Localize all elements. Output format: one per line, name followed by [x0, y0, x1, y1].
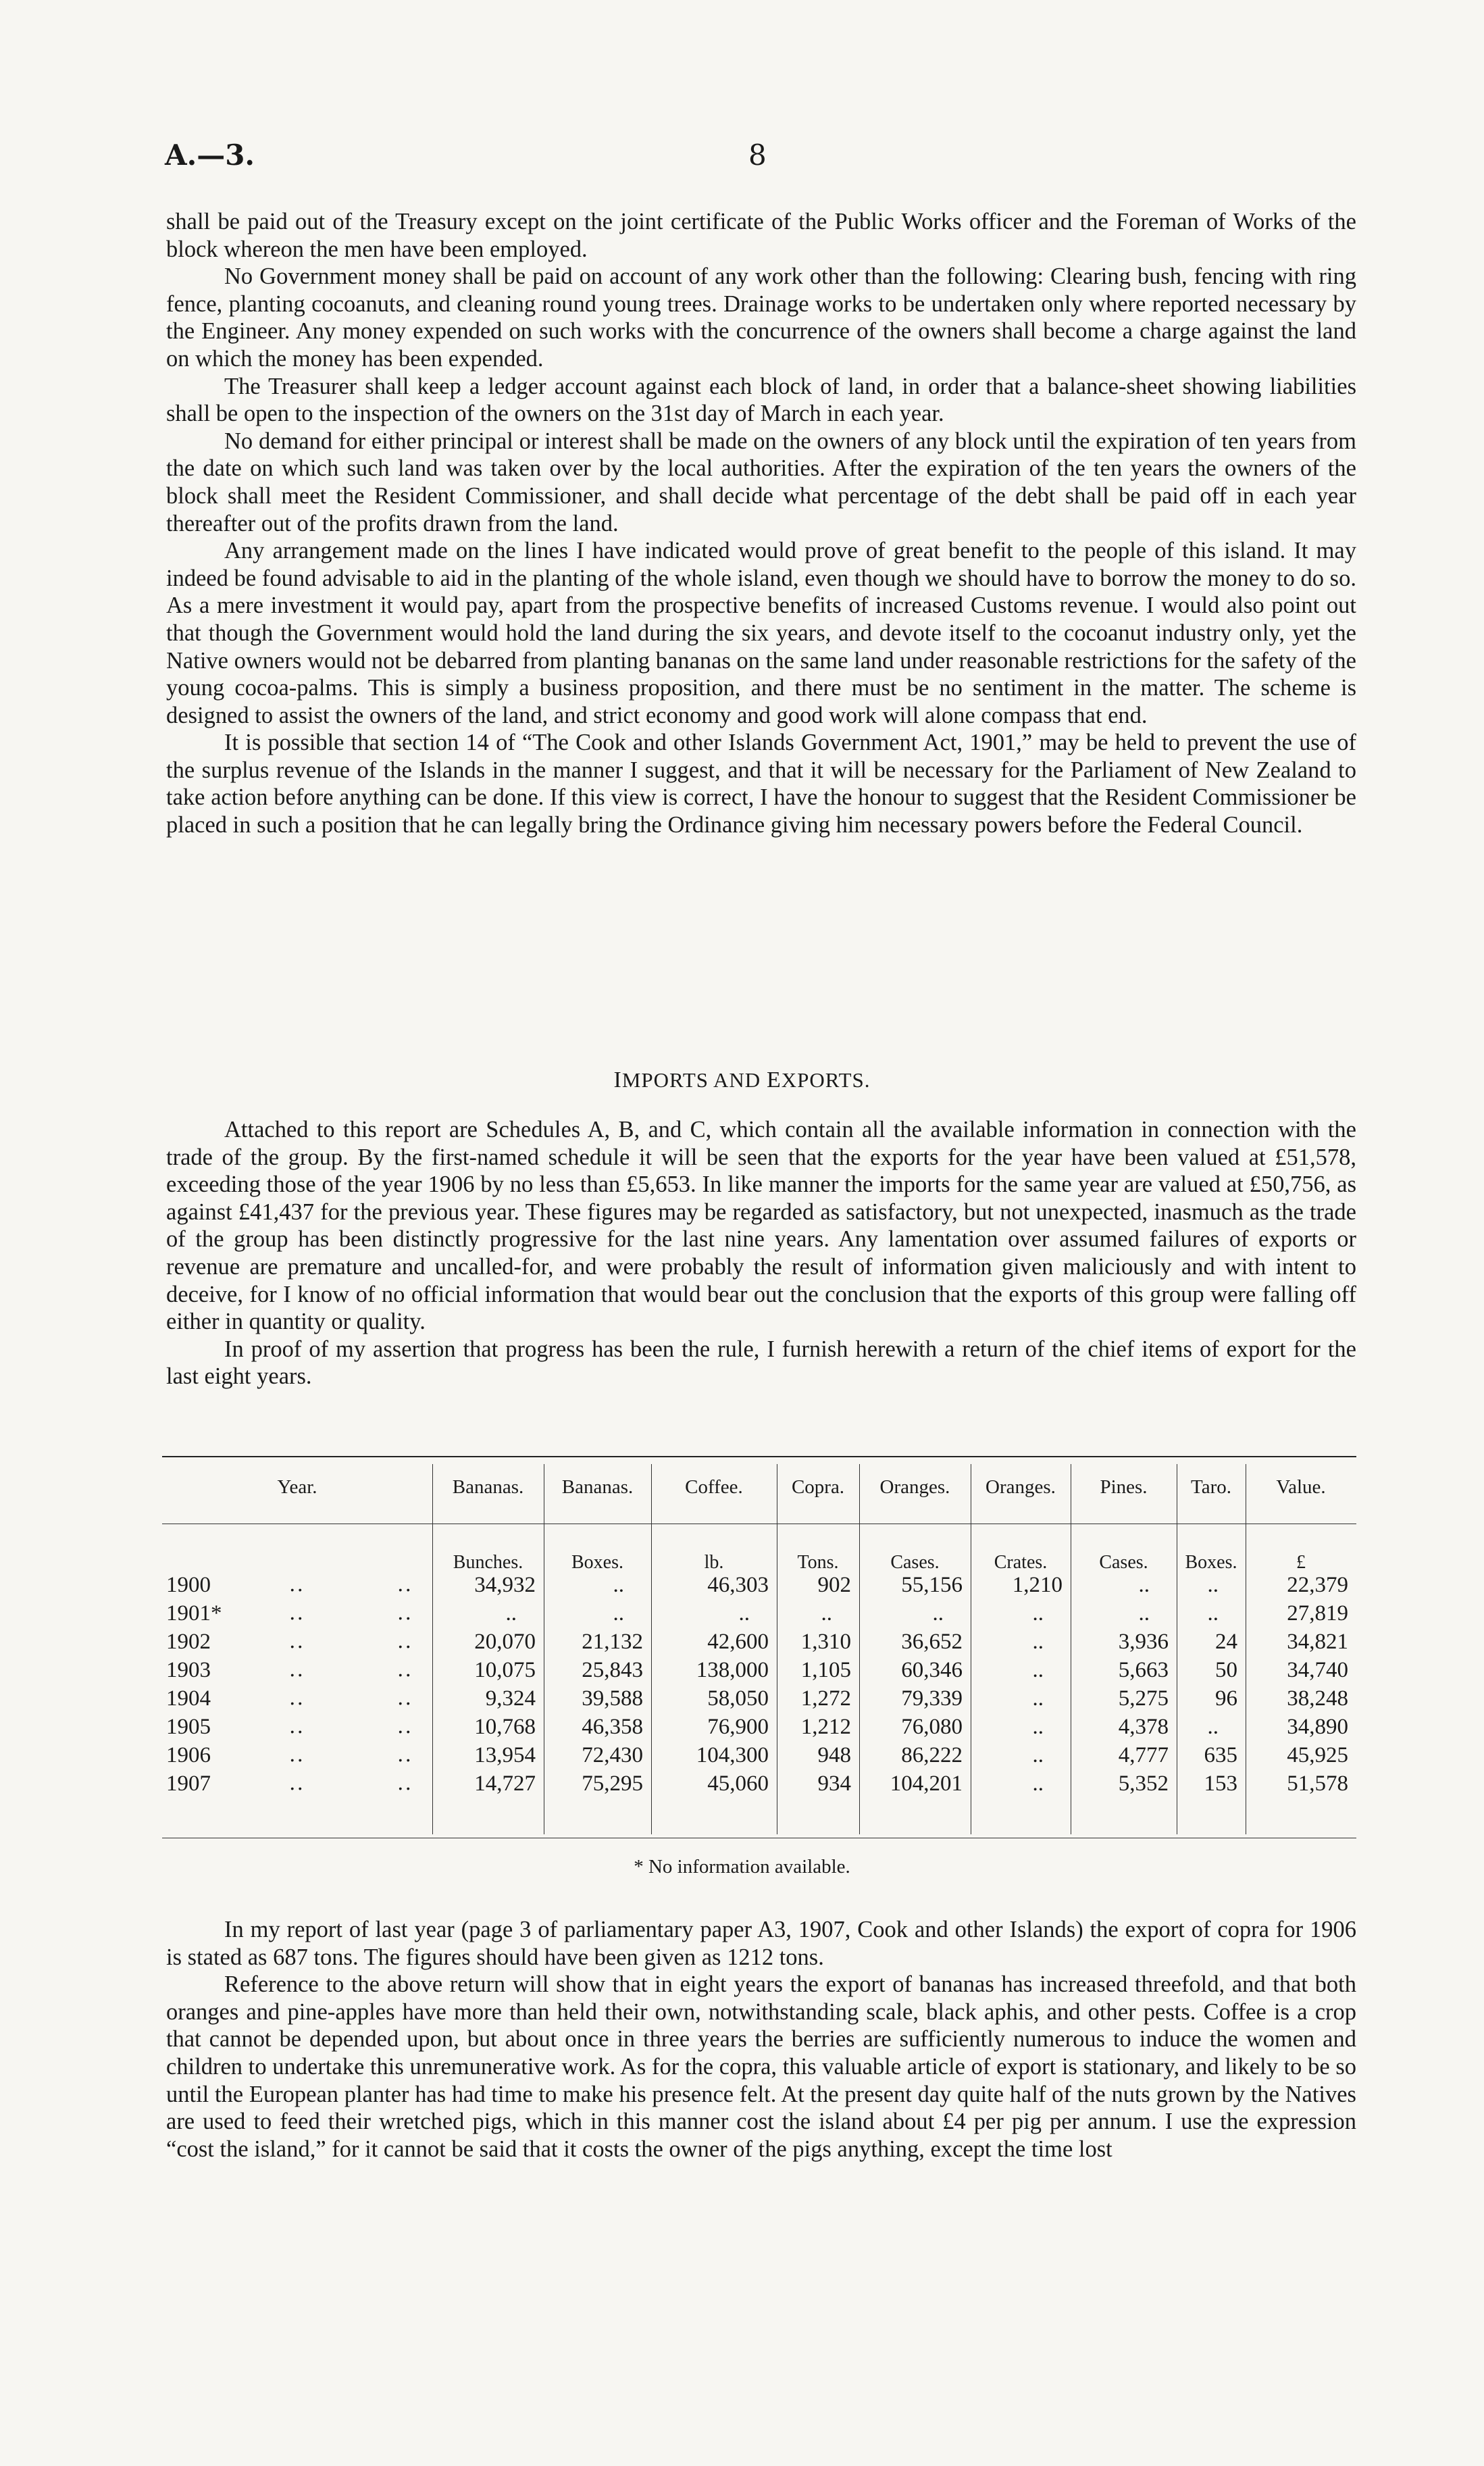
table-cell: 902 — [817, 1573, 851, 1597]
body-text-middle — [166, 1116, 1356, 1390]
table-cell: 50 — [1215, 1658, 1237, 1682]
table-row-year: 1905 — [166, 1715, 211, 1739]
table-row — [162, 1658, 1356, 1686]
table-cell: .. — [1032, 1771, 1044, 1796]
table-cell: 34,932 — [474, 1573, 536, 1597]
table-cell: 635 — [1204, 1743, 1237, 1767]
table-cell: 75,295 — [582, 1771, 643, 1796]
table-cell: 138,000 — [696, 1658, 769, 1682]
table-cell: 21,132 — [582, 1630, 643, 1654]
leader-dots: .. — [289, 1658, 305, 1682]
table-cell: 39,588 — [582, 1686, 643, 1711]
heading-rest: MPORTS AND — [621, 1068, 767, 1092]
table-cell: 51,578 — [1287, 1771, 1348, 1796]
paragraph: The Treasurer shall keep a ledger account against each block of land, in order that a balance-sheet showing liabilities shall be open to the inspection of the owners on the 31st day of March in each year. — [166, 373, 1356, 427]
table-cell: 934 — [817, 1771, 851, 1796]
table-cell: 4,777 — [1118, 1743, 1169, 1767]
table-cell: .. — [932, 1601, 944, 1626]
table-cell: 5,352 — [1118, 1771, 1169, 1796]
leader-dots: .. — [397, 1658, 413, 1682]
table-row-year: 1902 — [166, 1630, 211, 1654]
paragraph: Any arrangement made on the lines I have indicated would prove of great benefit to the people of this island. It may indeed be found advisable to aid in the planting of the whole island, even though we should have to borrow the money to do so. As a mere investment it would pay, apart from the prospective benefits of increased Customs revenue. I would also point out that though the Government would hold the land during the six years, and devote itself to the cocoanut industry only, yet the Native owners would not be debarred from planting bananas on the same land under reasonable restrictions for the safety of the young cocoa-palms. This is simply a business proposition, and there must be no sentiment in the matter. The scheme is designed to assist the owners of the land, and strict economy and good work will alone compass that end. — [166, 538, 1356, 728]
table-cell: 1,105 — [800, 1658, 851, 1682]
table-header: Pines. — [1100, 1476, 1148, 1498]
table-unit: Crates. — [994, 1552, 1048, 1573]
table-row — [162, 1686, 1356, 1715]
table-cell: .. — [738, 1601, 750, 1626]
table-cell: .. — [821, 1601, 832, 1626]
table-cell: 72,430 — [582, 1743, 643, 1767]
leader-dots: .. — [289, 1573, 305, 1596]
export-table — [162, 1456, 1356, 1841]
table-cell: .. — [1032, 1658, 1044, 1682]
table-cell: 1,310 — [800, 1630, 851, 1654]
table-row — [162, 1743, 1356, 1771]
table-row-year: 1904 — [166, 1686, 211, 1711]
table-header: Value. — [1276, 1476, 1326, 1498]
table-header: Oranges. — [986, 1476, 1056, 1498]
table-header: Coffee. — [685, 1476, 743, 1498]
table-cell: 948 — [817, 1743, 851, 1767]
table-rule-top — [162, 1456, 1356, 1457]
table-cell: 9,324 — [485, 1686, 536, 1711]
table-cell: 58,050 — [707, 1686, 769, 1711]
leader-dots: .. — [289, 1630, 305, 1653]
table-cell: .. — [1032, 1743, 1044, 1767]
table-cell: .. — [505, 1601, 517, 1626]
table-cell: 5,663 — [1118, 1658, 1169, 1682]
table-cell: 45,925 — [1287, 1743, 1348, 1767]
table-unit: Bunches. — [453, 1552, 523, 1573]
table-cell: .. — [1032, 1601, 1044, 1626]
paragraph: No demand for either principal or interest shall be made on the owners of any block until the expiration of ten years from the date on which such land was taken over by the local authorities. After the expiration of the ten years the owners of the block shall meet the Resident Commissioner, and shall decide what percentage of the debt shall be paid off in each year thereafter out of the profits drawn from the land. — [166, 428, 1356, 536]
leader-dots: .. — [397, 1601, 413, 1625]
table-unit: Boxes. — [571, 1552, 623, 1573]
table-cell: 3,936 — [1118, 1630, 1169, 1654]
table-cell: 153 — [1204, 1771, 1237, 1796]
paragraph: Reference to the above return will show that in eight years the export of bananas has increased threefold, and that both oranges and pine-apples have more than held their own, notwithstanding scale, black aphis, and other pests. Coffee is a crop that cannot be depended upon, but about once in three years the berries are sufficiently numerous to induce the women and children to undertake this unremunerative work. As for the copra, this valuable article of export is stationary, and likely to be so until the European planter has had time to make his presence felt. At the present day quite half of the nuts grown by the Natives are used to feed their wretched pigs, which in this manner cost the island about £4 per pig per annum. I use the expression “cost the island,” for it cannot be said that it costs the owner of the pigs anything, except the time lost — [166, 1971, 1356, 2162]
leader-dots: .. — [289, 1771, 305, 1795]
table-footnote: * No information available. — [634, 1856, 850, 1878]
table-cell: 14,727 — [474, 1771, 536, 1796]
section-heading — [0, 1067, 1484, 1093]
table-cell: 13,954 — [474, 1743, 536, 1767]
table-cell: 46,303 — [707, 1573, 769, 1597]
table-cell: 34,890 — [1287, 1715, 1348, 1739]
leader-dots: .. — [289, 1686, 305, 1710]
leader-dots: .. — [397, 1573, 413, 1596]
table-cell: .. — [1138, 1601, 1150, 1626]
paragraph: It is possible that section 14 of “The Cook and other Islands Government Act, 1901,” may be held to prevent the use of the surplus revenue of the Islands in the manner I suggest, and that it will be necessary for the Parliament of New Zealand to take action before anything can be done. If this view is correct, I have the honour to suggest that the Resident Commissioner be placed in such a position that he can legally bring the Ordinance giving him necessary powers before the Federal Council. — [166, 730, 1356, 838]
table-row-year: 1903 — [166, 1658, 211, 1682]
heading-initial: E — [766, 1067, 782, 1092]
table-row-year: 1901* — [166, 1601, 222, 1626]
table-cell: 104,300 — [696, 1743, 769, 1767]
table-cell: 10,768 — [474, 1715, 536, 1739]
table-unit: Boxes. — [1185, 1552, 1237, 1573]
table-header: Year. — [277, 1476, 317, 1498]
table-unit: Cases. — [1099, 1552, 1148, 1573]
table-row — [162, 1573, 1356, 1601]
table-cell: 76,900 — [707, 1715, 769, 1739]
table-cell: .. — [1207, 1573, 1219, 1597]
table-cell: 10,075 — [474, 1658, 536, 1682]
table-row — [162, 1601, 1356, 1630]
table-cell: .. — [1032, 1715, 1044, 1739]
table-header: Taro. — [1191, 1476, 1231, 1498]
table-cell: .. — [1207, 1715, 1219, 1739]
table-cell: 25,843 — [582, 1658, 643, 1682]
leader-dots: .. — [289, 1601, 305, 1625]
table-cell: .. — [613, 1601, 624, 1626]
paragraph: shall be paid out of the Treasury except on the joint certificate of the Public Works officer and the Foreman of Works of the block whereon the men have been employed. — [166, 209, 1356, 262]
table-cell: 42,600 — [707, 1630, 769, 1654]
leader-dots: .. — [397, 1686, 413, 1710]
page-number: 8 — [748, 139, 767, 172]
table-header: Copra. — [791, 1476, 845, 1498]
table-cell: 27,819 — [1287, 1601, 1348, 1626]
table-cell: 4,378 — [1118, 1715, 1169, 1739]
leader-dots: .. — [397, 1743, 413, 1767]
table-header: Bananas. — [452, 1476, 524, 1498]
table-row-year: 1907 — [166, 1771, 211, 1796]
table-cell: 104,201 — [890, 1771, 963, 1796]
table-cell: 36,652 — [901, 1630, 963, 1654]
table-cell: 34,821 — [1287, 1630, 1348, 1654]
table-cell: 1,272 — [800, 1686, 851, 1711]
leader-dots: .. — [397, 1630, 413, 1653]
table-cell: 38,248 — [1287, 1686, 1348, 1711]
table-cell: 79,339 — [901, 1686, 963, 1711]
paragraph: In my report of last year (page 3 of parliamentary paper A3, 1907, Cook and other Islands) the export of copra for 1906 is stated as 687 tons. The figures should have been given as 1212 tons. — [166, 1917, 1356, 1970]
table-cell: 45,060 — [707, 1771, 769, 1796]
table-header: Bananas. — [561, 1476, 634, 1498]
body-text-bottom — [166, 1916, 1356, 2163]
table-row — [162, 1771, 1356, 1800]
table-cell: 34,740 — [1287, 1658, 1348, 1682]
table-cell: .. — [1032, 1686, 1044, 1711]
table-cell: 5,275 — [1118, 1686, 1169, 1711]
leader-dots: .. — [289, 1743, 305, 1767]
heading-rest: XPORTS. — [781, 1068, 871, 1092]
table-cell: 20,070 — [474, 1630, 536, 1654]
table-cell: 86,222 — [901, 1743, 963, 1767]
table-unit: £ — [1296, 1552, 1306, 1573]
table-cell: .. — [1138, 1573, 1150, 1597]
table-row — [162, 1630, 1356, 1658]
paragraph: In proof of my assertion that progress has been the rule, I furnish herewith a return of the chief items of export for the last eight years. — [166, 1336, 1356, 1390]
heading-initial: I — [613, 1067, 622, 1092]
table-cell: 60,346 — [901, 1658, 963, 1682]
paragraph: No Government money shall be paid on account of any work other than the following: Clearing bush, fencing with ring fence, planting cocoanuts, and cleaning round young trees. Drainage works to be undertaken only where reported necessary by the Engineer. Any money expended on such works with the concurrence of the owners shall become a charge against the land on which the money has been expended. — [166, 263, 1356, 372]
table-header: Oranges. — [879, 1476, 950, 1498]
table-row-year: 1900 — [166, 1573, 211, 1597]
table-cell: 24 — [1215, 1630, 1237, 1654]
table-unit: Tons. — [797, 1552, 839, 1573]
body-text-top — [166, 208, 1356, 839]
table-cell: 22,379 — [1287, 1573, 1348, 1597]
table-cell: 46,358 — [582, 1715, 643, 1739]
table-cell: 1,212 — [800, 1715, 851, 1739]
table-unit: lb. — [704, 1552, 724, 1573]
paragraph: Attached to this report are Schedules A, B, and C, which contain all the available information in connection with the trade of the group. By the first-named schedule it will be seen that the exports for the year have been valued at £51,578, exceeding those of the year 1906 by no less than £5,653. In like manner the imports for the same year are valued at £50,756, as against £41,437 for the previous year. These figures may be regarded as satisfactory, but not unexpected, inasmuch as the trade of the group has been distinctly progressive for the last nine years. Any lamentation over assumed failures of exports or revenue are premature and uncalled-for, and were probably the result of information given maliciously and with intent to deceive, for I know of no official information that would bear out the conclusion that the exports of this group were falling off either in quantity or quality. — [166, 1117, 1356, 1335]
table-cell: 1,210 — [1012, 1573, 1063, 1597]
table-row — [162, 1715, 1356, 1743]
leader-dots: .. — [397, 1771, 413, 1795]
table-unit: Cases. — [890, 1552, 940, 1573]
table-cell: 55,156 — [901, 1573, 963, 1597]
table-cell: .. — [613, 1573, 624, 1597]
leader-dots: .. — [289, 1715, 305, 1738]
leader-dots: .. — [397, 1715, 413, 1738]
document-reference: A.—3. — [165, 139, 255, 172]
table-row-year: 1906 — [166, 1743, 211, 1767]
table-cell: 96 — [1215, 1686, 1237, 1711]
table-cell: 76,080 — [901, 1715, 963, 1739]
table-cell: .. — [1207, 1601, 1219, 1626]
table-cell: .. — [1032, 1630, 1044, 1654]
